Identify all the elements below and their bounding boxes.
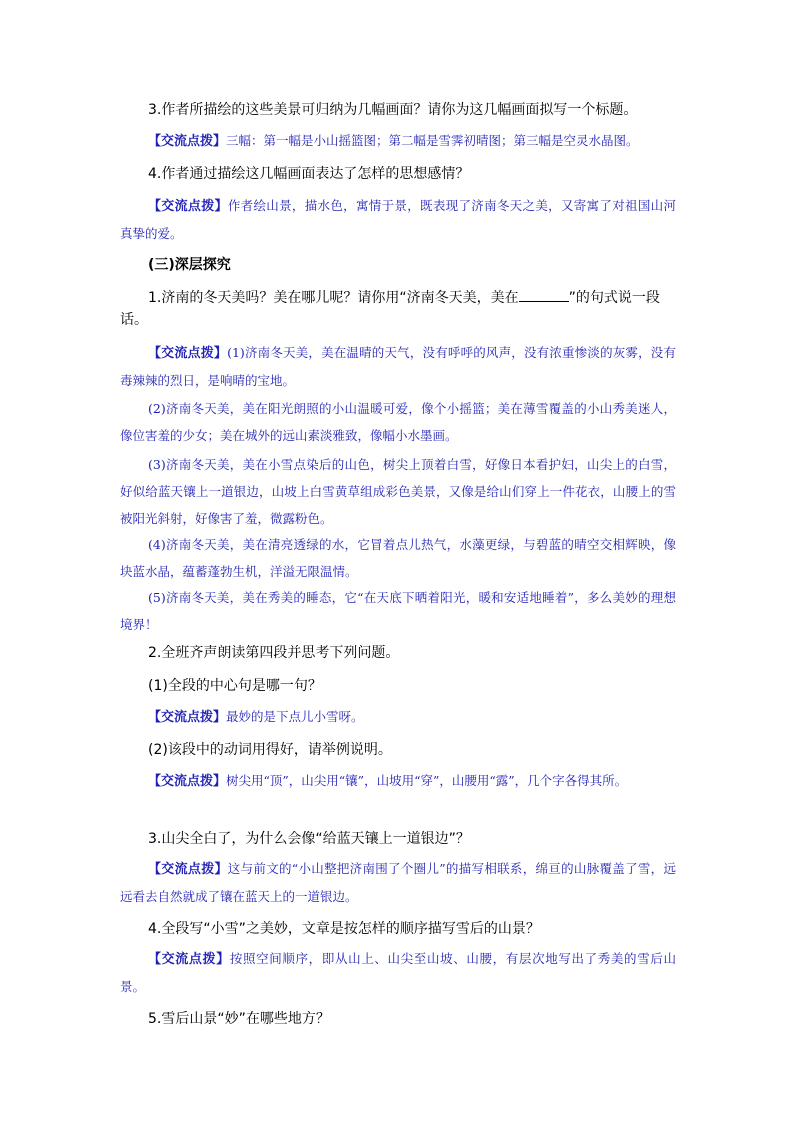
answer-deep-2-1: 【交流点拨】最妙的是下点儿小雪呀。 (148, 709, 364, 725)
question-deep-2-1: (1)全段的中心句是哪一句？ (148, 678, 322, 694)
answer-tag: 【交流点拨】 (148, 346, 228, 361)
answer-3: 【交流点拨】三幅：第一幅是小山摇篮图；第二幅是雪霁初晴图；第三幅是空灵水晶图。 (148, 133, 639, 149)
question-deep-3: 3.山尖全白了，为什么会像“给蓝天镶上一道银边”？ (148, 831, 470, 847)
answer-tag: 【交流点拨】 (148, 862, 228, 877)
answer-deep-1-4: (4)济南冬天美，美在清亮透绿的水，它冒着点儿热气，水藻更绿，与碧蓝的晴空交相辉映，像块蓝水晶，蕴蓄蓬勃生机，洋溢无限温情。 (120, 537, 676, 579)
section-heading: (三)深层探究 (148, 257, 231, 273)
answer-deep-1-2: (2)济南冬天美，美在阳光朗照的小山温暖可爱，像个小摇篮；美在薄雪覆盖的小山秀美迷人，像位害羞的少女；美在城外的远山素淡雅致，像幅小水墨画。 (120, 401, 676, 443)
answer-deep-1-3: (3)济南冬天美，美在小雪点染后的山色，树尖上顶着白雪，好像日本看护妇，山尖上的白雪，好似给蓝天镶上一道银边，山坡上白雪黄草组成彩色美景，又像是给山们穿上一件花衣，山腰上的雪被阳光斜射，好像害了羞，微露粉色。 (120, 457, 676, 526)
answer-tag: 【交流点拨】 (148, 952, 230, 967)
question-deep-2: 2.全班齐声朗读第四段并思考下列问题。 (148, 645, 400, 661)
answer-deep-2-2: 【交流点拨】树尖用“顶”，山尖用“镶”，山坡用“穿”，山腰用“露”，几个字各得其所。 (148, 773, 628, 789)
question-3: 3.作者所描绘的这些美景可归纳为几幅画面？请你为这几幅画面拟写一个标题。 (148, 102, 638, 118)
question-deep-2-2: (2)该段中的动词用得好，请举例说明。 (148, 742, 392, 758)
answer-tag: 【交流点拨】 (148, 134, 227, 149)
answer-deep-1-5: (5)济南冬天美，美在秀美的睡态，它“在天底下晒着阳光，暖和安适地睡着”，多么美妙的理想境界！ (120, 590, 676, 632)
question-4: 4.作者通过描绘这几幅画面表达了怎样的思想感情？ (148, 166, 470, 182)
fill-in-blank (519, 289, 569, 302)
answer-deep-1-1: 【交流点拨】(1)济南冬天美，美在温晴的天气，没有呼呼的风声，没有浓重惨淡的灰雾，没有毒辣辣的烈日，是响晴的宝地。 (120, 345, 676, 388)
answer-tag: 【交流点拨】 (148, 774, 227, 789)
answer-tag: 【交流点拨】 (148, 199, 228, 214)
question-deep-1: 1.济南的冬天美吗？美在哪儿呢？请你用“济南冬天美，美在 ”的句式说一段话。 (120, 290, 660, 328)
question-deep-5: 5.雪后山景“妙”在哪些地方？ (148, 1011, 330, 1027)
answer-4: 【交流点拨】作者绘山景，描水色，寓情于景，既表现了济南冬天之美，又寄寓了对祖国山河真挚的爱。 (120, 198, 676, 241)
answer-deep-4: 【交流点拨】按照空间顺序，即从山上、山尖至山坡、山腰，有层次地写出了秀美的雪后山景。 (120, 951, 676, 994)
question-deep-4: 4.全段写“小雪”之美妙，文章是按怎样的顺序描写雪后的山景？ (148, 921, 540, 937)
answer-tag: 【交流点拨】 (148, 710, 227, 725)
answer-deep-3: 【交流点拨】这与前文的“小山整把济南围了个圈儿”的描写相联系，绵亘的山脉覆盖了雪，远远看去自然就成了镶在蓝天上的一道银边。 (120, 861, 676, 904)
